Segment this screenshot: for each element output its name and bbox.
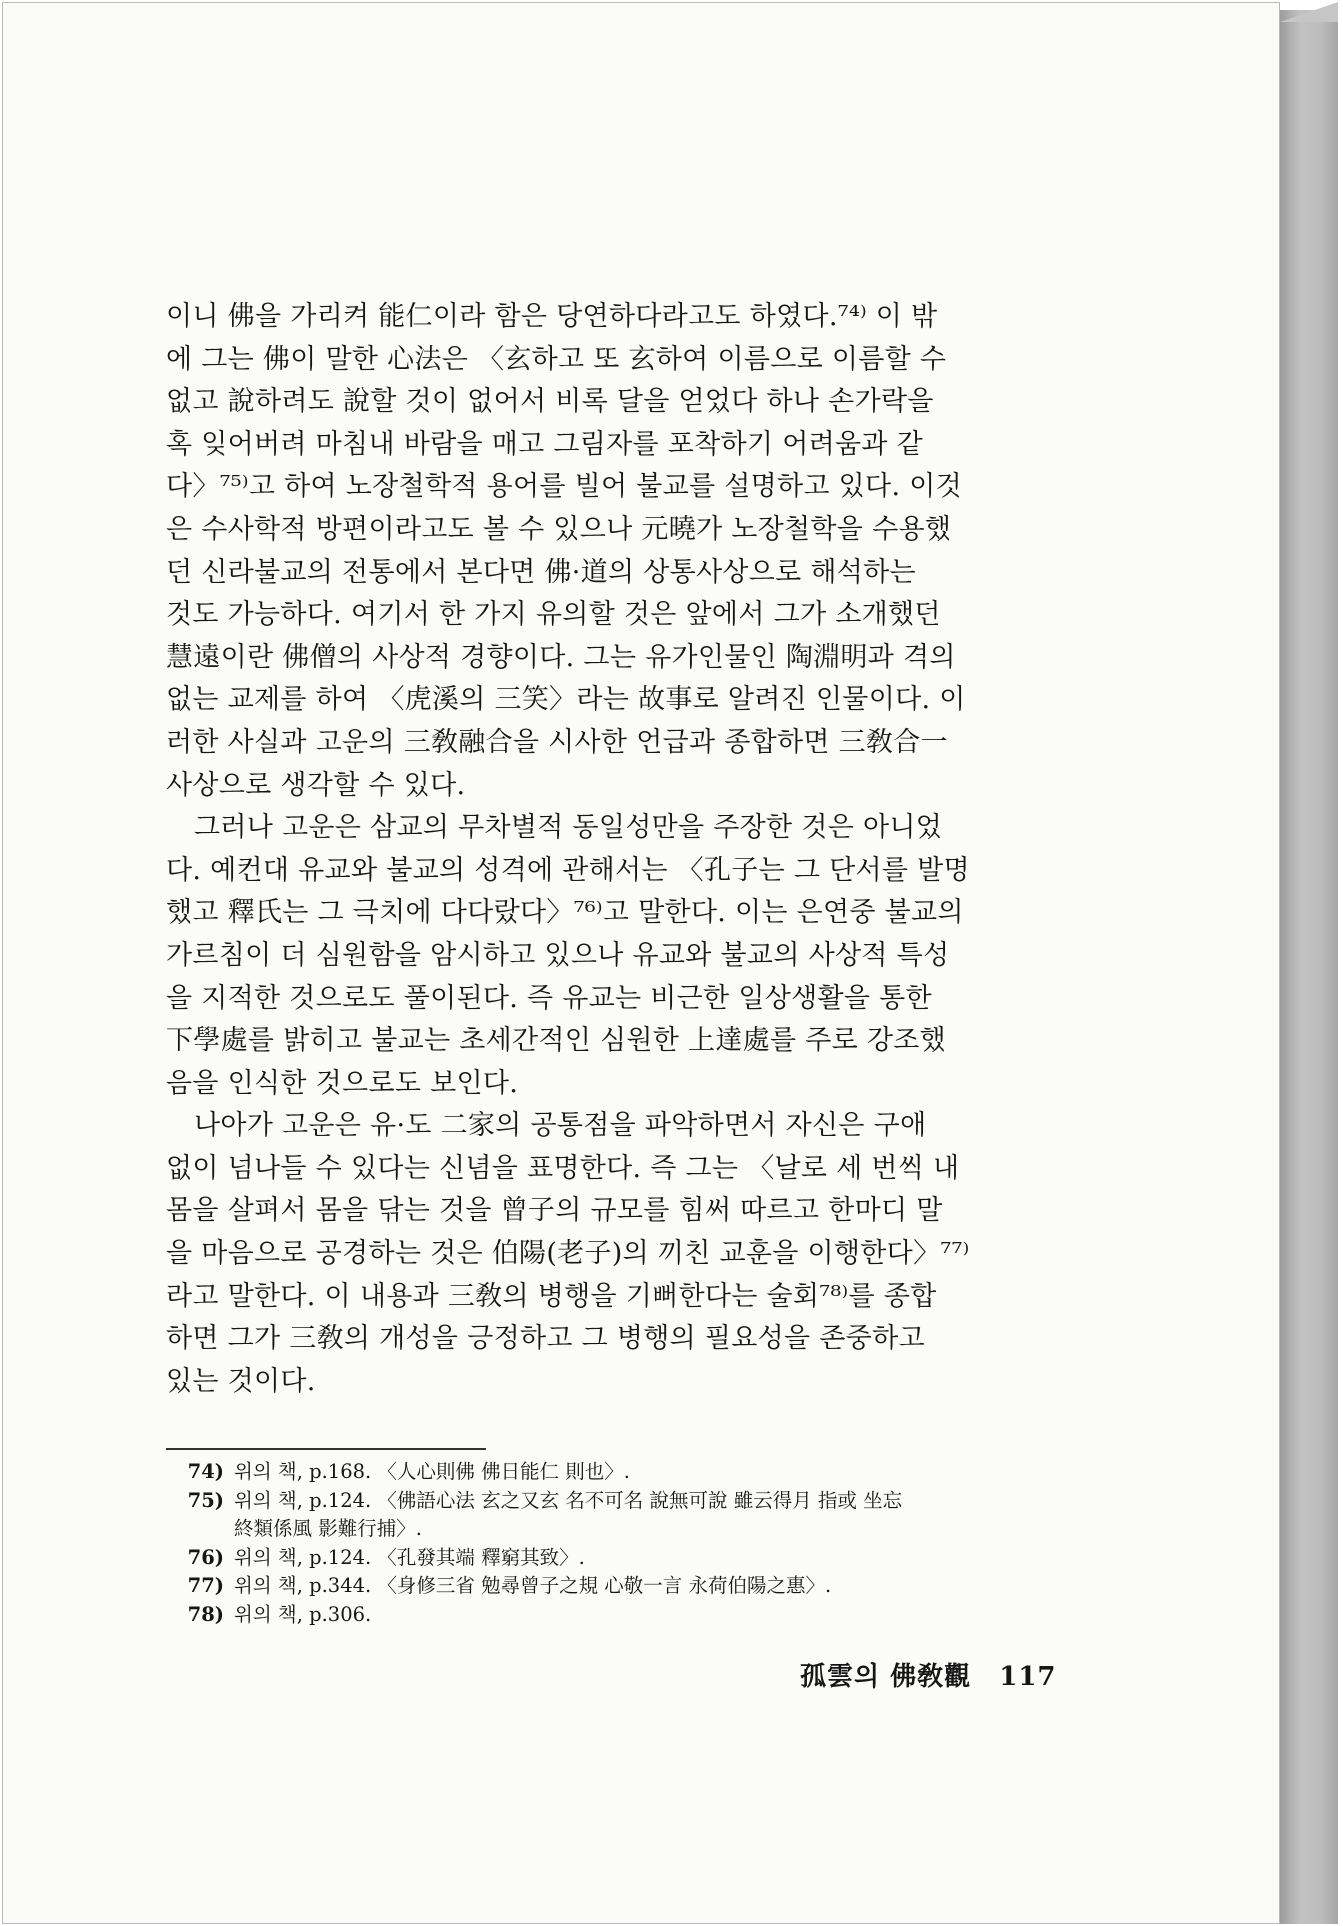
footnote <box>166 1544 1066 1573</box>
body-line: 것도 가능하다. 여기서 한 가지 유의할 것은 앞에서 그가 소개했던 <box>166 599 941 631</box>
footnotes <box>166 1458 1066 1630</box>
body-line: 이니 佛을 가리켜 能仁이라 함은 당연하다라고도 하였다.⁷⁴⁾ 이 밖 <box>166 301 938 332</box>
footnote-number: 74) <box>187 1460 224 1483</box>
body-line: 은 수사학적 방편이라고도 볼 수 있으나 元曉가 노장철학을 수용했 <box>166 513 952 545</box>
body-line: 없는 교제를 하여 〈虎溪의 三笑〉라는 故事로 알려진 인물이다. 이 <box>166 684 966 716</box>
footnote-continuation: 終類係風 影難行捕〉. <box>234 1517 422 1541</box>
body-line: 없고 說하려도 說할 것이 없어서 비록 달을 얻었다 하나 손가락을 <box>166 386 934 418</box>
footnote-text: 위의 책, p.124. 〈孔發其端 釋窮其致〉. <box>234 1545 585 1569</box>
body-line: 에 그는 佛이 말한 心法은 〈玄하고 또 玄하여 이름으로 이름할 수 <box>166 343 947 375</box>
running-title: 孤雲의 佛敎觀 <box>800 1662 972 1692</box>
body-line: 그러나 고운은 삼교의 무차별적 동일성만을 주장한 것은 아니었 <box>194 812 943 844</box>
body-line: 라고 말한다. 이 내용과 三敎의 병행을 기뻐한다는 술회⁷⁸⁾를 종합 <box>166 1280 937 1312</box>
footnote <box>166 1458 1066 1487</box>
book-page-edge <box>1280 10 1338 1924</box>
footnote-number: 76) <box>187 1545 224 1569</box>
body-line: 사상으로 생각할 수 있다. <box>166 769 466 801</box>
footnote-rule <box>166 1448 486 1450</box>
body-line: 나아가 고운은 유·도 二家의 공통점을 파악하면서 자신은 구애 <box>194 1110 927 1142</box>
body-line: 없이 넘나들 수 있다는 신념을 표명한다. 즉 그는 〈날로 세 번씩 내 <box>166 1152 960 1184</box>
body-line: 다. 예컨대 유교와 불교의 성격에 관해서는 〈孔子는 그 단서를 발명 <box>166 854 970 886</box>
body-line: 했고 釋氏는 그 극치에 다다랐다〉⁷⁶⁾고 말한다. 이는 은연중 불교의 <box>166 897 964 929</box>
footnote-number: 77) <box>187 1574 224 1598</box>
footnote-number: 75) <box>187 1488 224 1512</box>
body-line: 던 신라불교의 전통에서 본다면 佛·道의 상통사상으로 해석하는 <box>166 556 916 588</box>
body-line: 下學處를 밝히고 불교는 초세간적인 심원한 上達處를 주로 강조했 <box>166 1025 946 1057</box>
page-number: 117 <box>999 1662 1057 1692</box>
body-line: 있는 것이다. <box>166 1365 316 1397</box>
footnote <box>166 1601 1066 1630</box>
footnote-text: 위의 책, p.124. 〈佛語心法 玄之又玄 名不可名 說無可說 雖云得月 指或 坐忘 <box>234 1488 903 1512</box>
body-line: 음을 인식한 것으로도 보인다. <box>166 1067 519 1099</box>
body-line: 혹 잊어버려 마침내 바람을 매고 그림자를 포착하기 어려움과 같 <box>166 428 923 460</box>
body-line: 다〉⁷⁵⁾고 하여 노장철학적 용어를 빌어 불교를 설명하고 있다. 이것 <box>166 471 962 503</box>
body-line: 러한 사실과 고운의 三敎融合을 시사한 언급과 종합하면 三敎合一 <box>166 726 948 758</box>
running-footer <box>800 1656 1075 1693</box>
body-line: 하면 그가 三敎의 개성을 긍정하고 그 병행의 필요성을 존중하고 <box>166 1323 925 1355</box>
footnote-text: 위의 책, p.344. 〈身修三省 勉尋曾子之規 心敬一言 永荷伯陽之惠〉. <box>234 1574 832 1598</box>
footnote-text: 위의 책, p.306. <box>234 1602 372 1626</box>
body-line: 慧遠이란 佛僧의 사상적 경향이다. 그는 유가인물인 陶淵明과 격의 <box>166 641 956 673</box>
body-text <box>166 296 1066 1403</box>
body-line: 몸을 살펴서 몸을 닦는 것을 曾子의 규모를 힘써 따르고 한마디 말 <box>166 1195 943 1227</box>
body-line: 가르침이 더 심원함을 암시하고 있으나 유교와 불교의 사상적 특성 <box>166 939 950 971</box>
footnote <box>166 1487 1066 1516</box>
book-page-edge-top <box>1280 2 1338 22</box>
body-line: 을 마음으로 공경하는 것은 伯陽(老子)의 끼친 교훈을 이행한다〉⁷⁷⁾ <box>166 1238 970 1270</box>
body-line: 을 지적한 것으로도 풀이된다. 즉 유교는 비근한 일상생활을 통한 <box>166 982 932 1014</box>
footnote-number: 78) <box>187 1602 224 1626</box>
footnote <box>166 1572 1066 1601</box>
footnote-text: 위의 책, p.168. 〈人心則佛 佛日能仁 則也〉. <box>234 1460 630 1483</box>
